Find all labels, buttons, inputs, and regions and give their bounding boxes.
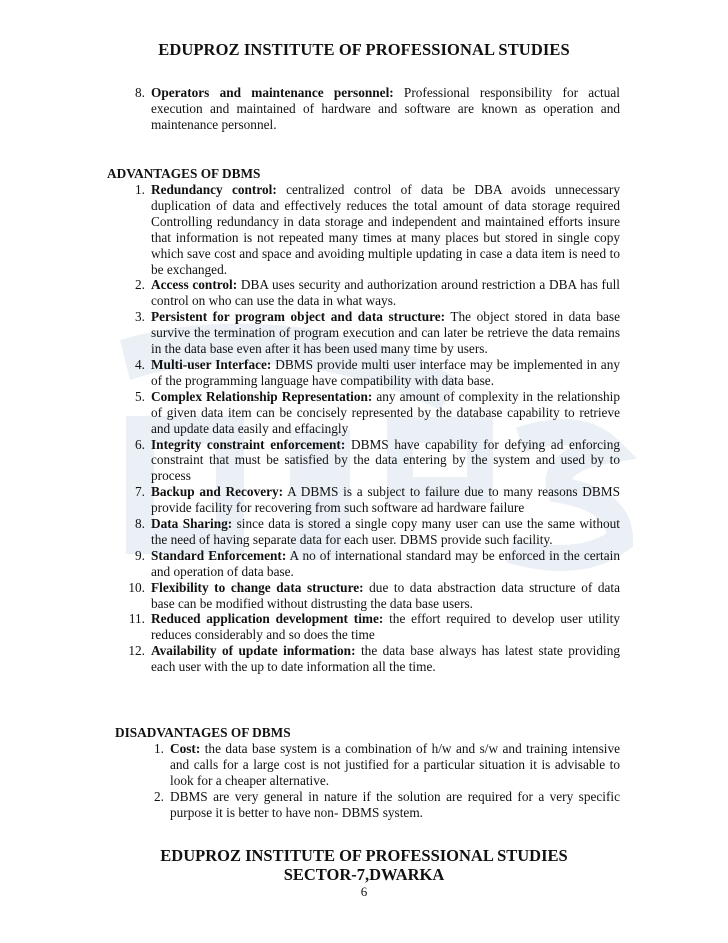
advantages-section <box>107 166 620 182</box>
item-number: 7. <box>135 484 145 500</box>
list-item <box>115 357 620 389</box>
list-item <box>115 580 620 612</box>
footer-institute-name: EDUPROZ INSTITUTE OF PROFESSIONAL STUDIES <box>160 846 568 865</box>
list-item <box>115 643 620 675</box>
item-number: 11. <box>128 611 145 627</box>
item-text: the effort required to develop user utility reduces considerably and so does the time <box>151 611 620 643</box>
advantages-heading: ADVANTAGES OF DBMS <box>107 166 261 181</box>
intro-item-block <box>115 85 620 133</box>
item-number: 8. <box>135 85 145 100</box>
list-item <box>115 611 620 643</box>
disadvantages-list <box>134 741 620 821</box>
disadvantages-heading: DISADVANTAGES OF DBMS <box>115 725 291 740</box>
item-text: the data base always has latest state providing each user with the up to date information all the time. <box>151 643 620 675</box>
item-term: Reduced application development time: <box>151 611 384 627</box>
list-item <box>115 389 620 437</box>
list-item <box>134 789 620 821</box>
item-text: due to data abstraction data structure of data base can be modified without distrusting the data base users. <box>151 579 620 611</box>
item-term: Operators and maintenance personnel: <box>151 85 394 100</box>
item-text: centralized control of data be DBA avoids unnecessary duplication of data and effectively reduces the total amount of data storage required Controlling redundancy in data storage and independent and maintained efforts insure that information is not repeated many times at many places but stored in single copy which save cost and space and avoiding multiple updating in case a data item is need to be exchanged. <box>151 182 620 277</box>
item-number: 6. <box>135 436 145 452</box>
item-term: Integrity constraint enforcement: <box>151 436 346 452</box>
item-term: Cost: <box>170 741 201 756</box>
item-text: DBMS provide multi user interface may be implemented in any of the programming language have compatibility with data base. <box>151 356 620 388</box>
item-text: since data is stored a single copy many user can use the same without the need of having separate data for each user. DBMS provide such facility. <box>151 516 620 547</box>
page-header-title: EDUPROZ INSTITUTE OF PROFESSIONAL STUDIES <box>158 40 570 59</box>
item-term: Backup and Recovery: <box>151 484 284 500</box>
item-text: DBMS are very general in nature if the solution are required for a very specific purpose it is better to have non- DBMS system. <box>170 788 620 820</box>
item-number: 3. <box>135 309 145 325</box>
item-text: DBMS have capability for defying ad enforcing constraint that must be satisfied by the data entering by the system and used by to process <box>151 436 620 484</box>
item-term: Availability of update information: <box>151 643 356 659</box>
item-text: any amount of complexity in the relationship of given data item can be concisely represented by the database capability to retrieve and update data easily and effacingly <box>151 388 620 436</box>
list-item <box>115 85 620 133</box>
item-text: A DBMS is a subject to failure due to many reasons DBMS provide facility for recovering from such software ad hardware failure <box>151 484 620 516</box>
list-item <box>115 548 620 580</box>
item-number: 4. <box>135 356 145 372</box>
item-number: 12. <box>128 643 145 659</box>
list-item <box>134 741 620 789</box>
list-item <box>115 437 620 485</box>
footer-address: SECTOR-7,DWARKA <box>283 865 445 884</box>
item-text: The object stored in data base survive the termination of program execution and can later be retrieve the data remains in the data base even after it has been used many time by users. <box>151 309 620 357</box>
page-number: 6 <box>360 884 368 899</box>
item-term: Standard Enforcement: <box>151 547 287 563</box>
list-item <box>115 309 620 357</box>
item-number: 9. <box>135 547 145 563</box>
item-term: Multi-user Interface: <box>151 356 272 372</box>
item-term: Flexibility to change data structure: <box>151 579 364 595</box>
list-item <box>115 277 620 309</box>
item-text: A no of international standard may be enforced in the certain and operation of data base. <box>151 547 620 579</box>
item-term: Data Sharing: <box>151 516 233 532</box>
item-term: Complex Relationship Representation: <box>151 388 373 404</box>
list-item <box>115 182 620 277</box>
disadvantages-section <box>115 725 620 741</box>
item-text: DBA uses security and authorization around restriction a DBA has full control on who can use the data in what ways. <box>151 277 620 309</box>
item-number: 8. <box>135 516 145 532</box>
list-item <box>115 484 620 516</box>
list-item <box>115 516 620 548</box>
item-term: Persistent for program object and data structure: <box>151 309 446 325</box>
advantages-list <box>115 182 620 675</box>
page-footer <box>0 846 728 900</box>
item-number: 1. <box>154 741 164 756</box>
item-number: 5. <box>135 388 145 404</box>
item-term: Access control: <box>151 277 238 293</box>
item-text: the data base system is a combination of h/w and s/w and training intensive and calls for a large cost is not justified for a particular situation it is advisable to look for a cheaper alternative. <box>170 741 620 788</box>
item-number: 2. <box>154 788 164 804</box>
item-text: Professional responsibility for actual execution and maintained of hardware and software are known as operation and maintenance personnel. <box>151 85 620 132</box>
item-number: 2. <box>135 277 145 293</box>
item-term: Redundancy control: <box>151 182 277 197</box>
item-number: 10. <box>128 579 145 595</box>
item-number: 1. <box>135 182 145 197</box>
